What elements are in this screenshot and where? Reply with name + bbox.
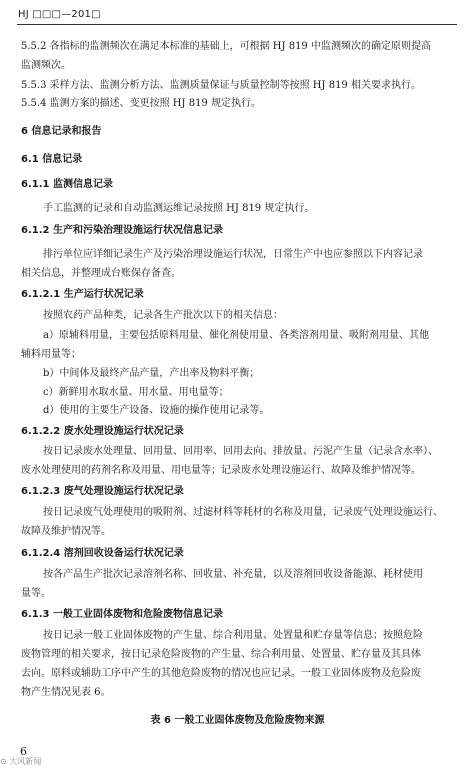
paragraph-6-1-3-line-1: 按日记录一般工业固体废物的产生量、综合利用量、处置量和贮存量等信息；按照危险 [43, 630, 423, 641]
section-6-1-1-heading: 6.1.1 监测信息记录 [21, 179, 113, 190]
clause-5-5-2-line-2: 监测频次。 [21, 60, 71, 71]
paragraph-6-1-2-3-line-1: 按日记录废气处理使用的吸附剂、过滤材料等耗材的名称及用量，记录废气处理设施运行、 [43, 507, 443, 518]
page-number: 6 [20, 745, 27, 758]
list-item-d: d）使用的主要生产设备、设施的操作使用记录等。 [43, 405, 270, 416]
header-rule [17, 24, 457, 25]
paragraph-6-1-2-2-line-1: 按日记录废水处理量、回用量、回用率、回用去向、排放量、污泥产生量（记录含水率）、 [43, 446, 438, 457]
table-6-caption: 表 6 一般工业固体废物及危险废物来源 [150, 715, 325, 726]
paragraph-6-1-2-2-line-2: 废水处理使用的药剂名称及用量、用电量等；记录废水处理设施运行、故障及维护情况等。 [21, 465, 421, 476]
section-6-1-heading: 6.1 信息记录 [21, 154, 83, 165]
section-6-1-2-3-heading: 6.1.2.3 废气处理设施运行状况记录 [21, 486, 184, 497]
clause-5-5-2-line-1: 5.5.2 各指标的监测频次在满足本标准的基础上，可根据 HJ 819 中监测频次的确定原则提高 [21, 41, 431, 52]
paragraph-6-1-2-3-line-2: 故障及维护情况等。 [21, 526, 111, 537]
paragraph-6-1-2-line-2: 相关信息，并整理成台账保存备查。 [21, 268, 181, 279]
section-6-1-2-4-heading: 6.1.2.4 溶剂回收设备运行状况记录 [21, 548, 184, 559]
document-code: HJ □□□—201□ [18, 9, 101, 20]
section-6-1-3-heading: 6.1.3 一般工业固体废物和危险废物信息记录 [21, 609, 223, 620]
list-item-c: c）新鲜用水取水量、用水量、用电量等； [43, 387, 229, 398]
paragraph-6-1-3-line-3: 去向。原料或辅助工序中产生的其他危险废物的情况也应记录。一般工业固体废物及危险废 [21, 668, 421, 679]
list-item-b: b）中间体及最终产品产量，产出率及物料平衡； [43, 368, 260, 379]
clause-5-5-4: 5.5.4 监测方案的描述、变更按照 HJ 819 规定执行。 [21, 98, 261, 109]
clause-5-5-3: 5.5.3 采样方法、监测分析方法、监测质量保证与质量控制等按照 HJ 819 相关要求执行。 [21, 80, 421, 91]
page-header [0, 4, 475, 26]
paragraph-6-1-2-4-line-1: 按各产品生产批次记录溶剂名称、回收量、补充量，以及溶剂回收设备能源、耗材使用 [43, 569, 423, 580]
list-item-a-line-2: 辅料用量等； [21, 349, 81, 360]
list-item-a-line-1: a）原辅料用量，主要包括原料用量、催化剂使用量、各类溶剂用量、吸附剂用量、其他 [43, 330, 429, 341]
paragraph-6-1-2-4-line-2: 量等。 [21, 588, 51, 599]
paragraph-6-1-1: 手工监测的记录和自动监测运维记录按照 HJ 819 规定执行。 [43, 203, 315, 214]
section-6-1-2-2-heading: 6.1.2.2 废水处理设施运行状况记录 [21, 426, 184, 437]
section-6-1-2-heading: 6.1.2 生产和污染治理设施运行状况信息记录 [21, 225, 223, 236]
section-6-1-2-1-heading: 6.1.2.1 生产运行状况记录 [21, 289, 144, 300]
paragraph-6-1-2-line-1: 排污单位应详细记录生产及污染治理设施运行状况，日常生产中也应参照以下内容记录 [43, 249, 423, 260]
watermark: ⊙ 大风新闻 [0, 757, 42, 766]
section-6-heading: 6 信息记录和报告 [21, 126, 102, 137]
paragraph-6-1-2-1-intro: 按照农药产品种类，记录各生产批次以下的相关信息： [43, 310, 283, 321]
paragraph-6-1-3-line-4: 物产生情况见表 6。 [21, 687, 111, 698]
paragraph-6-1-3-line-2: 废物管理的相关要求，按日记录危险废物的产生量、综合利用量、处置量、贮存量及其具体 [21, 649, 421, 660]
